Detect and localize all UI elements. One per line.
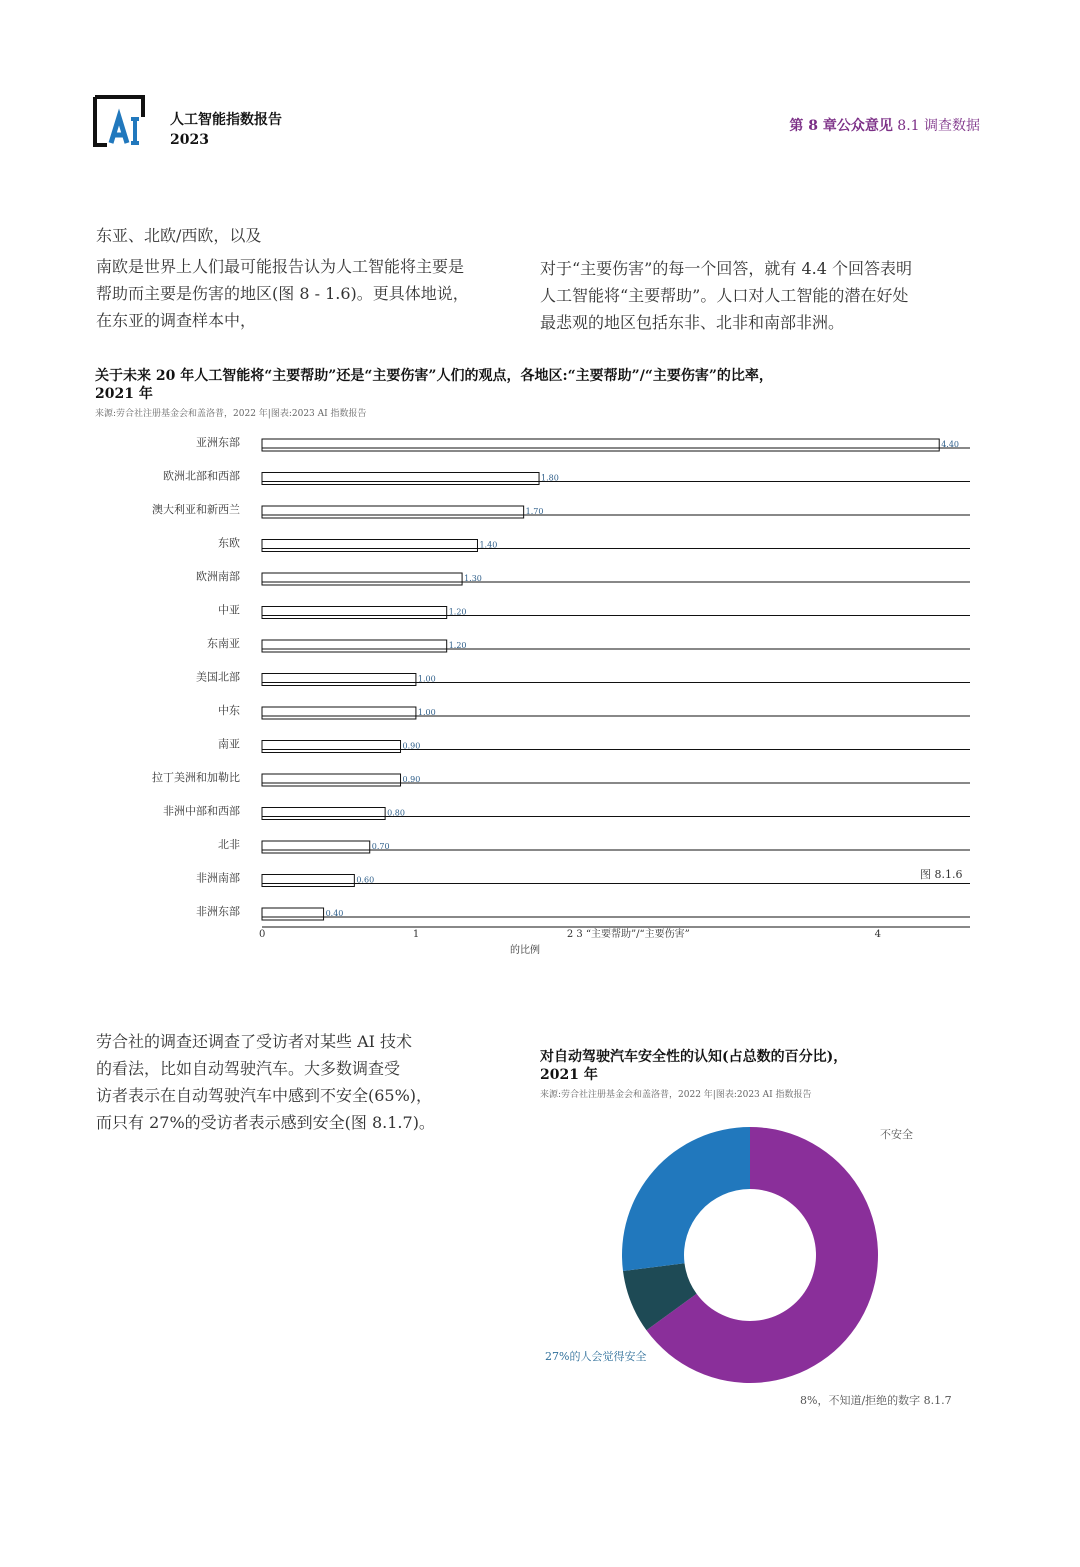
label-unsafe: 不安全	[880, 1128, 913, 1141]
donut-title-line2: 2021 年	[540, 1067, 598, 1083]
bar	[262, 439, 939, 451]
category-label: 亚洲东部	[196, 436, 240, 449]
intro-right-line: 人工智能将“主要帮助”。人口对人工智能的潜在好处	[540, 286, 909, 305]
bar-rows	[152, 436, 970, 920]
donut-slice	[622, 1127, 750, 1271]
bar	[262, 841, 370, 853]
chart1-source: 来源:劳合社注册基金会和盖洛普，2022 年|图表:2023 AI 指数报告	[95, 409, 367, 419]
category-label: 南亚	[218, 737, 240, 751]
region-ratio-bar-chart	[0, 425, 1080, 965]
bar	[262, 473, 539, 485]
category-label: 北非	[218, 838, 240, 851]
av-paragraph-line: 的看法，比如自动驾驶汽车。大多数调查受	[96, 1059, 401, 1078]
intro-right-line: 最悲观的地区包括东非、北非和南部非洲。	[540, 313, 845, 332]
bar-value-label: 0.90	[402, 775, 421, 784]
x-axis-title: 的比例	[510, 945, 540, 956]
category-label: 欧洲北部和西部	[163, 469, 240, 483]
bar-value-label: 0.60	[356, 875, 375, 885]
bar	[262, 640, 447, 652]
category-label: 中亚	[218, 603, 240, 617]
category-label: 东南亚	[207, 637, 240, 650]
intro-left	[96, 253, 526, 334]
bar-value-label: 1.80	[541, 473, 559, 483]
bar-value-label: 1.40	[479, 540, 498, 550]
bar-value-label: 0.70	[371, 842, 390, 851]
bar-value-label: 1.30	[464, 574, 482, 583]
ai-index-logo	[93, 95, 157, 147]
category-label: 非洲南部	[196, 871, 240, 885]
bar	[262, 808, 385, 820]
bar-value-label: 4.40	[941, 440, 960, 449]
category-label: 东欧	[218, 536, 240, 550]
x-tick-label: 2 3 “主要帮助”/“主要伤害”	[566, 929, 690, 940]
bar	[262, 506, 524, 518]
chart1-title-line1: 关于未来 20 年人工智能将“主要帮助”还是“主要伤害”人们的观点，各地区:“主要帮助”/“主要伤害”的比率，	[95, 368, 773, 384]
category-label: 拉丁美洲和加勒比	[152, 771, 240, 784]
bar-value-label: 1.70	[525, 507, 544, 516]
category-label: 欧洲南部	[196, 570, 240, 583]
donut-slices	[622, 1127, 878, 1383]
av-paragraph	[96, 1028, 496, 1136]
bar-value-label: 0.90	[402, 741, 421, 751]
bar-value-label: 1.20	[448, 641, 467, 650]
donut-title-line1: 对自动驾驶汽车安全性的认知(占总数的百分比)，	[540, 1049, 848, 1065]
bar-value-label: 1.00	[417, 674, 436, 684]
bar-value-label: 1.00	[417, 708, 436, 717]
bar-value-label: 1.20	[448, 607, 467, 617]
bar	[262, 908, 324, 920]
bar	[262, 707, 416, 719]
av-paragraph-line: 而只有 27%的受访者表示感到安全(图 8.1.7)。	[96, 1113, 435, 1132]
report-title	[170, 110, 282, 150]
report-year: 2023	[170, 132, 209, 148]
intro-left-line: 帮助而主要是伤害的地区(图 8 - 1.6)。更具体地说，	[96, 284, 469, 303]
chapter-label: 第 8 章公众意见	[789, 118, 893, 134]
category-label: 澳大利亚和新西兰	[152, 503, 240, 516]
bar-value-label: 0.80	[387, 808, 405, 818]
donut-source: 来源:劳合社注册基金会和盖洛普，2022 年|图表:2023 AI 指数报告	[540, 1090, 812, 1100]
bar	[262, 573, 462, 585]
bar	[262, 741, 401, 753]
label-dont-know: 8%，不知道/拒绝的数字 8.1.7	[800, 1394, 952, 1407]
intro-right-line: 对于“主要伤害”的每一个回答，就有 4.4 个回答表明	[540, 259, 912, 278]
x-tick-label: 4	[874, 929, 882, 940]
bar-value-label: 0.40	[325, 909, 344, 918]
category-label: 美国北部	[196, 670, 240, 684]
x-tick-label: 0	[259, 929, 266, 940]
bar	[262, 774, 401, 786]
intro-left-line: 在东亚的调查样本中，	[96, 311, 257, 330]
bar	[262, 540, 477, 552]
report-name: 人工智能指数报告	[170, 112, 282, 128]
section-label: 8.1 调查数据	[897, 118, 980, 134]
label-safe: 27%的人会觉得安全	[545, 1350, 647, 1363]
bar	[262, 607, 447, 619]
intro-left-line: 南欧是世界上人们最可能报告认为人工智能将主要是	[96, 257, 465, 276]
x-tick-label: 1	[412, 929, 420, 940]
av-paragraph-line: 劳合社的调查还调查了受访者对某些 AI 技术	[96, 1032, 413, 1051]
bar	[262, 875, 354, 887]
intro-right	[540, 255, 980, 336]
category-label: 中东	[218, 704, 240, 717]
av-paragraph-line: 访者表示在自动驾驶汽车中感到不安全(65%)，	[96, 1086, 433, 1105]
chapter-breadcrumb	[700, 115, 980, 135]
donut-title	[540, 1048, 940, 1084]
av-safety-donut-chart	[600, 1120, 900, 1410]
bar	[262, 674, 416, 686]
figure-label: 图 8.1.6	[920, 868, 963, 881]
chart1-title	[95, 367, 915, 403]
category-label: 非洲中部和西部	[163, 804, 240, 818]
chart1-title-line2: 2021 年	[95, 386, 153, 402]
category-label: 非洲东部	[196, 905, 240, 918]
intro-line0: 东亚、北欧/西欧，以及	[96, 226, 262, 245]
